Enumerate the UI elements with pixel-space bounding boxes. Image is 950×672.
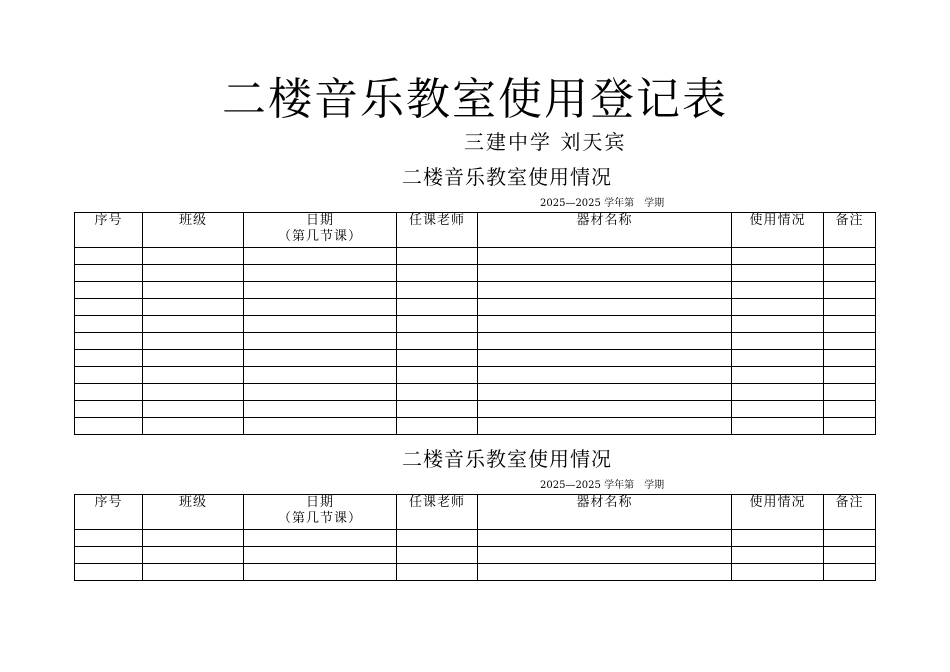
table-cell xyxy=(824,248,876,265)
table-cell xyxy=(478,564,732,581)
table-cell xyxy=(824,333,876,350)
table-cell xyxy=(244,401,397,418)
table-row xyxy=(75,282,876,299)
table-cell xyxy=(824,530,876,547)
col-header-index: 序号 xyxy=(75,213,143,248)
table-row xyxy=(75,564,876,581)
table-cell xyxy=(75,350,143,367)
table-cell xyxy=(478,333,732,350)
table-cell xyxy=(732,333,824,350)
table-cell xyxy=(397,316,478,333)
table-cell xyxy=(143,564,244,581)
table-cell xyxy=(143,530,244,547)
table-row xyxy=(75,367,876,384)
col-header-usage: 使用情况 xyxy=(732,495,824,530)
table-cell xyxy=(732,384,824,401)
table-cell xyxy=(75,367,143,384)
col-header-index: 序号 xyxy=(75,495,143,530)
table-cell xyxy=(478,367,732,384)
table-cell xyxy=(143,418,244,435)
table-cell xyxy=(732,547,824,564)
table-cell xyxy=(75,333,143,350)
table-row xyxy=(75,384,876,401)
table-cell xyxy=(732,401,824,418)
table-cell xyxy=(824,367,876,384)
col-header-usage: 使用情况 xyxy=(732,213,824,248)
table-cell xyxy=(75,564,143,581)
table-cell xyxy=(244,333,397,350)
col-header-equipment: 器材名称 xyxy=(478,213,732,248)
table-cell xyxy=(824,299,876,316)
table-cell xyxy=(478,248,732,265)
col-header-class: 班级 xyxy=(143,495,244,530)
table-header-row xyxy=(75,495,876,530)
table-cell xyxy=(824,401,876,418)
usage-table xyxy=(74,494,876,581)
table-cell xyxy=(244,282,397,299)
table-cell xyxy=(143,384,244,401)
table-cell xyxy=(824,418,876,435)
table-cell xyxy=(75,316,143,333)
table-row xyxy=(75,333,876,350)
page-title: 二楼音乐教室使用登记表 xyxy=(222,74,728,125)
table-cell xyxy=(143,316,244,333)
author-line: 三建中学 刘天宾 xyxy=(464,130,627,154)
table-cell xyxy=(824,547,876,564)
table-cell xyxy=(824,564,876,581)
table-row xyxy=(75,547,876,564)
table-cell xyxy=(732,367,824,384)
table-cell xyxy=(244,530,397,547)
col-header-teacher: 任课老师 xyxy=(397,213,478,248)
table-cell xyxy=(75,530,143,547)
term-line: 2025—2025 学年第 学期 xyxy=(540,198,665,209)
table-cell xyxy=(732,564,824,581)
table-cell xyxy=(478,401,732,418)
table-cell xyxy=(478,547,732,564)
col-header-date: 日期 （第几节课） xyxy=(244,495,397,530)
table-cell xyxy=(244,316,397,333)
table-cell xyxy=(143,282,244,299)
table-cell xyxy=(244,418,397,435)
table-cell xyxy=(143,299,244,316)
table-cell xyxy=(732,530,824,547)
table-row xyxy=(75,530,876,547)
table-cell xyxy=(478,530,732,547)
table-cell xyxy=(75,418,143,435)
term-line: 2025—2025 学年第 学期 xyxy=(540,480,665,491)
table-cell xyxy=(244,248,397,265)
col-header-teacher: 任课老师 xyxy=(397,495,478,530)
table-cell xyxy=(143,350,244,367)
table-cell xyxy=(824,384,876,401)
col-header-remarks: 备注 xyxy=(824,213,876,248)
usage-table xyxy=(74,212,876,435)
table-cell xyxy=(397,265,478,282)
table-cell xyxy=(75,265,143,282)
section-title: 二楼音乐教室使用情况 xyxy=(402,447,612,471)
table-cell xyxy=(75,248,143,265)
table-cell xyxy=(397,418,478,435)
table-cell xyxy=(478,282,732,299)
table-cell xyxy=(824,316,876,333)
table-row xyxy=(75,401,876,418)
table-cell xyxy=(75,384,143,401)
table-cell xyxy=(244,265,397,282)
table-cell xyxy=(732,282,824,299)
table-cell xyxy=(75,401,143,418)
col-header-date: 日期 （第几节课） xyxy=(244,213,397,248)
table-cell xyxy=(143,333,244,350)
table-cell xyxy=(397,367,478,384)
table-cell xyxy=(244,367,397,384)
table-cell xyxy=(397,282,478,299)
table-cell xyxy=(397,547,478,564)
table-header-row xyxy=(75,213,876,248)
table-cell xyxy=(732,248,824,265)
col-header-equipment: 器材名称 xyxy=(478,495,732,530)
table-row xyxy=(75,316,876,333)
table-cell xyxy=(397,299,478,316)
table-cell xyxy=(478,418,732,435)
table-cell xyxy=(732,316,824,333)
table-cell xyxy=(397,530,478,547)
table-cell xyxy=(143,265,244,282)
table-cell xyxy=(397,350,478,367)
table-cell xyxy=(824,350,876,367)
table-cell xyxy=(732,418,824,435)
table-cell xyxy=(732,265,824,282)
table-cell xyxy=(244,564,397,581)
table-cell xyxy=(824,282,876,299)
table-cell xyxy=(244,384,397,401)
col-header-class: 班级 xyxy=(143,213,244,248)
table-cell xyxy=(478,299,732,316)
table-cell xyxy=(478,350,732,367)
table-cell xyxy=(824,265,876,282)
col-header-remarks: 备注 xyxy=(824,495,876,530)
table-cell xyxy=(75,299,143,316)
table-cell xyxy=(143,401,244,418)
table-row xyxy=(75,265,876,282)
table-row xyxy=(75,350,876,367)
table-cell xyxy=(732,299,824,316)
table-cell xyxy=(397,384,478,401)
table-cell xyxy=(478,316,732,333)
table-cell xyxy=(75,547,143,564)
table-cell xyxy=(244,299,397,316)
table-cell xyxy=(75,282,143,299)
table-cell xyxy=(397,564,478,581)
table-row xyxy=(75,299,876,316)
section-title: 二楼音乐教室使用情况 xyxy=(402,165,612,189)
table-cell xyxy=(478,384,732,401)
table-cell xyxy=(732,350,824,367)
table-cell xyxy=(143,367,244,384)
table-cell xyxy=(244,350,397,367)
table-cell xyxy=(397,333,478,350)
table-cell xyxy=(143,248,244,265)
table-row xyxy=(75,248,876,265)
table-row xyxy=(75,418,876,435)
table-cell xyxy=(397,248,478,265)
table-cell xyxy=(397,401,478,418)
table-cell xyxy=(478,265,732,282)
table-cell xyxy=(143,547,244,564)
table-cell xyxy=(244,547,397,564)
